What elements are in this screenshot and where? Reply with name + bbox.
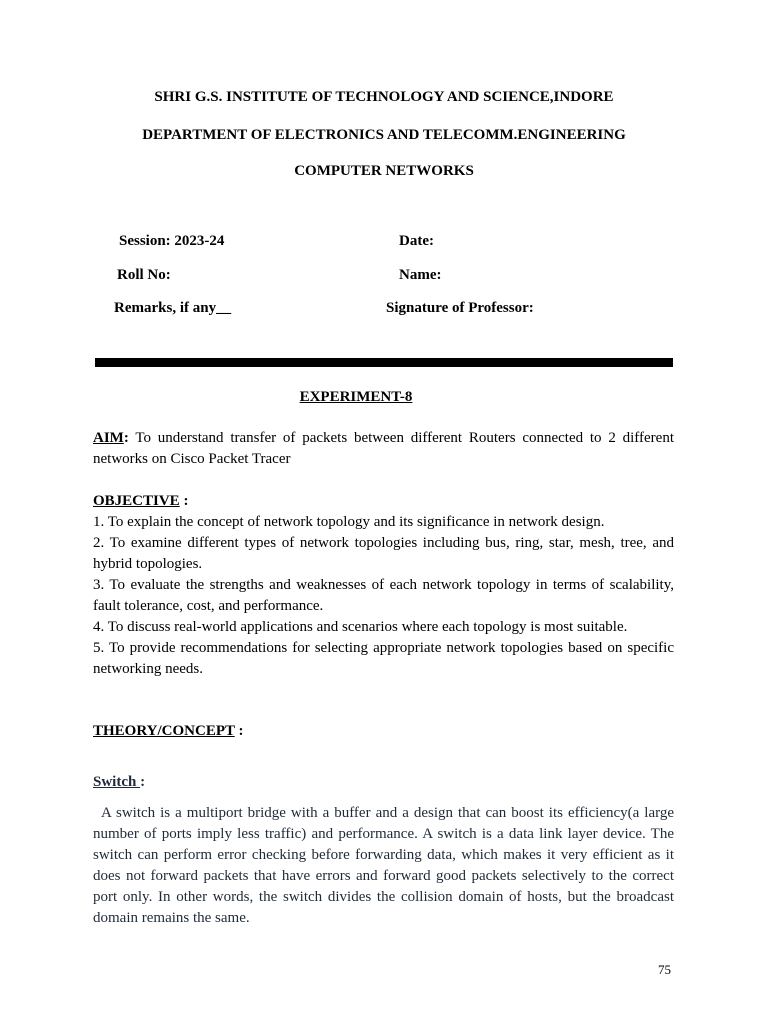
aim-label: AIM <box>93 430 124 446</box>
objective-list <box>93 512 674 680</box>
date-field: Date: <box>399 233 434 249</box>
theory-heading <box>93 721 243 742</box>
objective-label: OBJECTIVE <box>93 493 180 509</box>
session-field: Session: 2023-24 <box>119 233 225 249</box>
header-divider <box>95 358 673 367</box>
switch-paragraph <box>93 803 674 929</box>
switch-label: Switch <box>93 774 141 790</box>
theory-label: THEORY/CONCEPT <box>93 723 235 739</box>
remarks-field: Remarks, if any__ <box>114 300 232 316</box>
course-title: COMPUTER NETWORKS <box>294 163 474 179</box>
switch-colon: : <box>140 774 146 790</box>
signature-field: Signature of Professor: <box>386 300 534 316</box>
objective-item: 4. To discuss real-world applications and scenarios where each topology is most suitable. <box>93 619 628 635</box>
page-number: 75 <box>658 962 671 977</box>
objective-item: 3. To evaluate the strengths and weaknesses of each network topology in terms of scalability, fault tolerance, cost, and performance. <box>93 577 674 614</box>
aim-colon: : <box>123 430 129 446</box>
aim-paragraph <box>93 428 674 470</box>
switch-heading <box>93 772 145 793</box>
switch-text: A switch is a multiport bridge with a buffer and a design that can boost its efficiency(a large number of ports imply less traffic) and performance. A switch is a data link layer device. The switch can perform error checking before forwarding data, which makes it very efficient as it does not forward packets that have errors and forward good packets selectively to the correct port only. In other words, the switch divides the collision domain of hosts, but the broadcast domain remains the same. <box>93 805 674 926</box>
roll-no-field: Roll No: <box>117 267 171 283</box>
aim-text: To understand transfer of packets between different Routers connected to 2 different networks on Cisco Packet Tracer <box>93 430 674 467</box>
theory-colon: : <box>234 723 244 739</box>
objective-item: 5. To provide recommendations for selecting appropriate network topologies based on specific networking needs. <box>93 640 674 677</box>
objective-colon: : <box>179 493 189 509</box>
experiment-title: EXPERIMENT-8 <box>299 389 413 405</box>
objective-item: 2. To examine different types of network topologies including bus, ring, star, mesh, tree, and hybrid topologies. <box>93 535 674 572</box>
name-field: Name: <box>399 267 442 283</box>
institute-title: SHRI G.S. INSTITUTE OF TECHNOLOGY AND SCIENCE,INDORE <box>154 89 614 105</box>
objective-heading <box>93 491 188 512</box>
objective-item: 1. To explain the concept of network topology and its significance in network design. <box>93 514 605 530</box>
department-title: DEPARTMENT OF ELECTRONICS AND TELECOMM.ENGINEERING <box>142 127 626 143</box>
